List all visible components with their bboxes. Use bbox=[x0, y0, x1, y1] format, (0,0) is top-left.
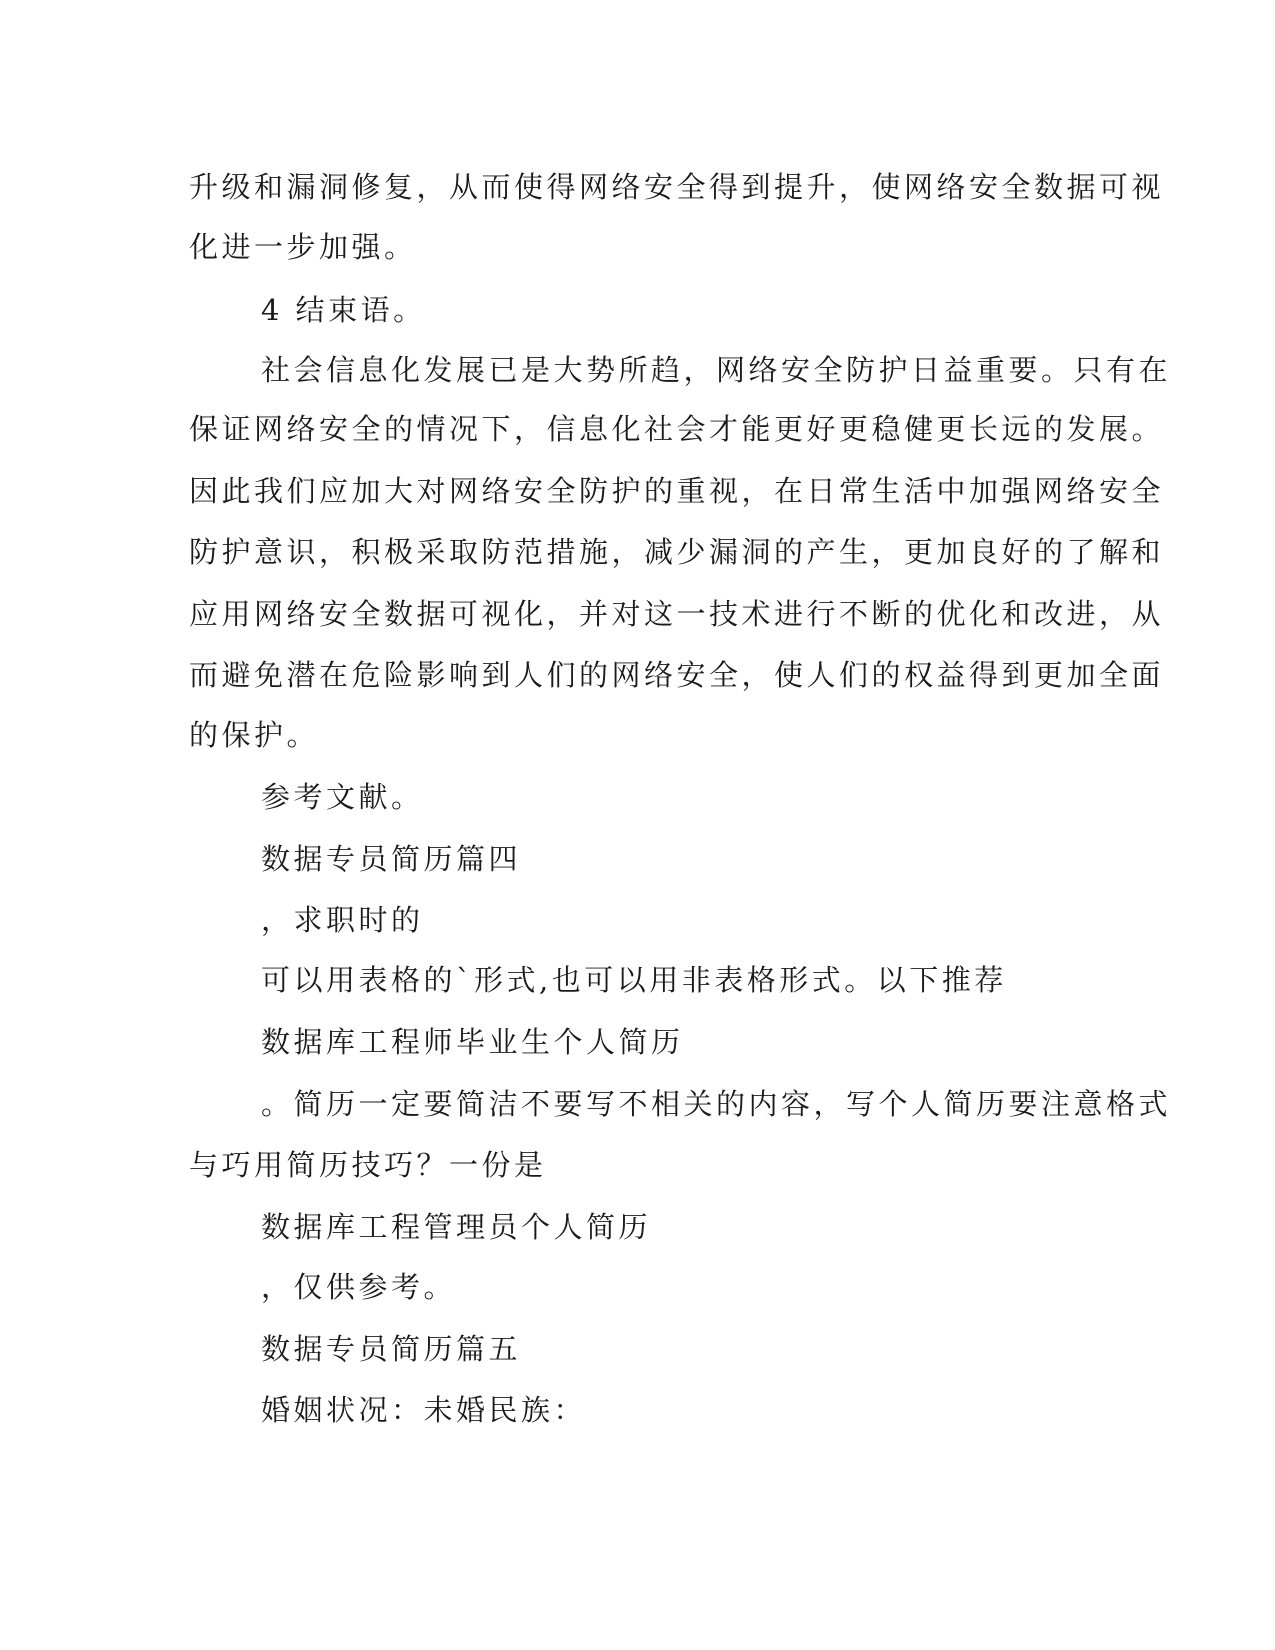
body-text-line: 而避免潜在危险影响到人们的网络安全，使人们的权益得到更加全面 bbox=[189, 658, 1165, 692]
body-text-line: 婚姻状况：未婚民族： bbox=[261, 1393, 587, 1427]
body-text-line: 升级和漏洞修复，从而使得网络安全得到提升，使网络安全数据可视 bbox=[189, 170, 1165, 204]
section-heading: 数据专员简历篇四 bbox=[261, 842, 522, 876]
body-text-line: 应用网络安全数据可视化，并对这一技术进行不断的优化和改进，从 bbox=[189, 597, 1165, 631]
body-text-line: 保证网络安全的情况下，信息化社会才能更好更稳健更长远的发展。 bbox=[189, 412, 1165, 446]
section-heading: 4 结束语。 bbox=[261, 293, 426, 327]
body-text-line: 可以用表格的`形式,也可以用非表格形式。以下推荐 bbox=[261, 963, 1007, 997]
body-text-line: 防护意识，积极采取防范措施，减少漏洞的产生，更加良好的了解和 bbox=[189, 535, 1165, 569]
body-text-line: 与巧用简历技巧？一份是 bbox=[189, 1148, 547, 1182]
body-text-line: ，仅供参考。 bbox=[261, 1270, 457, 1304]
body-text-line: 数据库工程师毕业生个人简历 bbox=[261, 1025, 684, 1059]
section-heading: 数据专员简历篇五 bbox=[261, 1332, 522, 1366]
body-text-line: 化进一步加强。 bbox=[189, 230, 417, 264]
body-text-line: 数据库工程管理员个人简历 bbox=[261, 1210, 652, 1244]
body-text-line: 。简历一定要简洁不要写不相关的内容，写个人简历要注意格式 bbox=[261, 1087, 1172, 1121]
body-text-line: 因此我们应加大对网络安全防护的重视，在日常生活中加强网络安全 bbox=[189, 474, 1165, 508]
body-text-line: 社会信息化发展已是大势所趋，网络安全防护日益重要。只有在 bbox=[261, 353, 1172, 387]
body-text-line: ，求职时的 bbox=[261, 903, 424, 937]
body-text-line: 的保护。 bbox=[189, 718, 320, 752]
references-heading: 参考文献。 bbox=[261, 780, 424, 814]
